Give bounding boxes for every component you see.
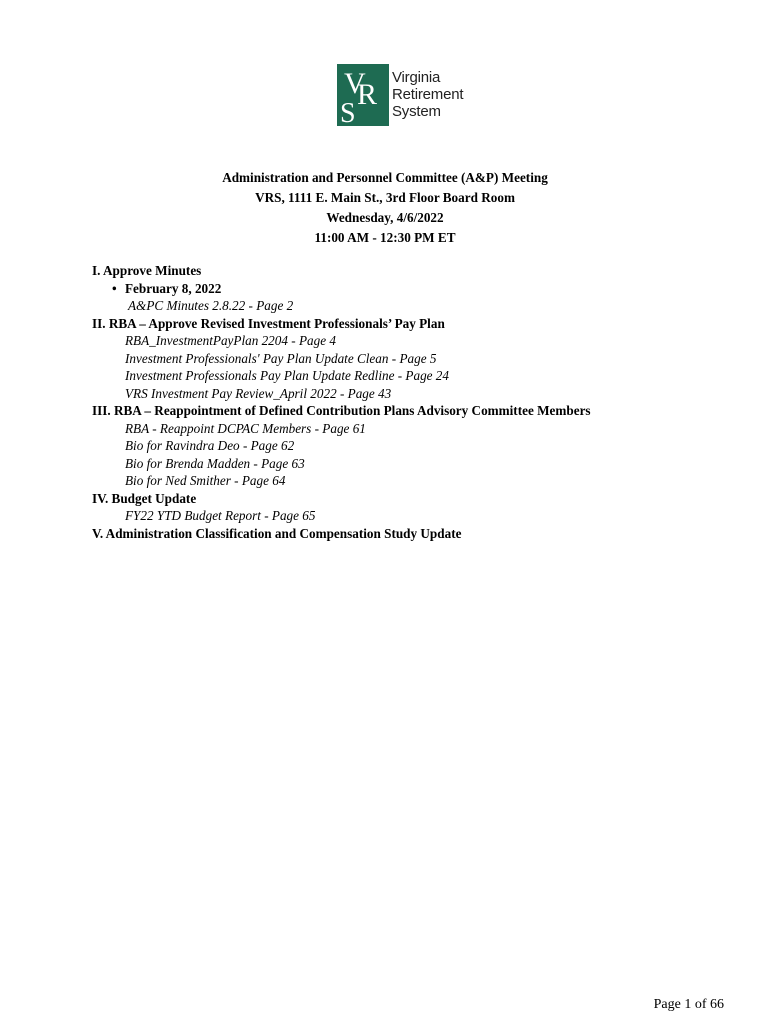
meeting-location: VRS, 1111 E. Main St., 3rd Floor Board Room — [255, 190, 515, 205]
agenda-document-link[interactable]: Investment Professionals Pay Plan Update Redline - Page 24 — [125, 368, 449, 383]
agenda-item-title: III. RBA – Reappointment of Defined Contribution Plans Advisory Committee Members — [92, 403, 591, 418]
meeting-title: Administration and Personnel Committee (A&P) Meeting — [222, 170, 548, 185]
meeting-time: 11:00 AM - 12:30 PM ET — [314, 230, 456, 245]
vrs-logo — [337, 64, 477, 128]
meeting-heading — [0, 168, 770, 248]
agenda-document-link[interactable]: Bio for Ravindra Deo - Page 62 — [125, 438, 295, 453]
agenda-bullet — [92, 280, 732, 298]
agenda-document-link[interactable]: Investment Professionals' Pay Plan Update Clean - Page 5 — [125, 350, 437, 366]
agenda-item — [92, 315, 732, 403]
logo-word: System — [392, 103, 441, 120]
agenda-document-link[interactable]: Bio for Brenda Madden - Page 63 — [125, 455, 305, 471]
logo-wordmark — [392, 69, 463, 120]
agenda-document-link[interactable]: FY22 YTD Budget Report - Page 65 — [125, 508, 316, 523]
agenda-document-link[interactable]: A&PC Minutes 2.8.22 - Page 2 — [128, 298, 294, 313]
agenda-item — [92, 402, 732, 490]
logo-word: Retirement — [392, 86, 464, 103]
svg-text:R: R — [357, 78, 378, 111]
vrs-monogram-icon — [337, 64, 389, 126]
agenda-document-link[interactable]: RBA - Reappoint DCPAC Members - Page 61 — [125, 420, 366, 436]
meeting-date: Wednesday, 4/6/2022 — [326, 210, 444, 225]
agenda-item-title: V. Administration Classification and Compensation Study Update — [92, 525, 462, 541]
svg-text:V: V — [344, 67, 366, 100]
svg-text:S: S — [340, 98, 356, 126]
agenda-document-link[interactable]: VRS Investment Pay Review_April 2022 - Page 43 — [125, 385, 392, 401]
page-number: Page 1 of 66 — [653, 997, 724, 1012]
agenda-item-title: IV. Budget Update — [92, 490, 197, 506]
logo-word: Virginia — [392, 69, 441, 86]
agenda — [92, 262, 732, 542]
agenda-item — [92, 490, 732, 525]
agenda-document-link[interactable]: Bio for Ned Smither - Page 64 — [125, 473, 286, 488]
agenda-bullet-text: February 8, 2022 — [125, 280, 222, 296]
agenda-document-link[interactable]: RBA_InvestmentPayPlan 2204 - Page 4 — [125, 333, 336, 348]
agenda-item-title: I. Approve Minutes — [92, 263, 202, 278]
agenda-item-title: II. RBA – Approve Revised Investment Professionals’ Pay Plan — [92, 315, 445, 331]
agenda-item — [92, 525, 732, 543]
agenda-item — [92, 262, 732, 315]
bullet-icon: • — [112, 280, 117, 296]
